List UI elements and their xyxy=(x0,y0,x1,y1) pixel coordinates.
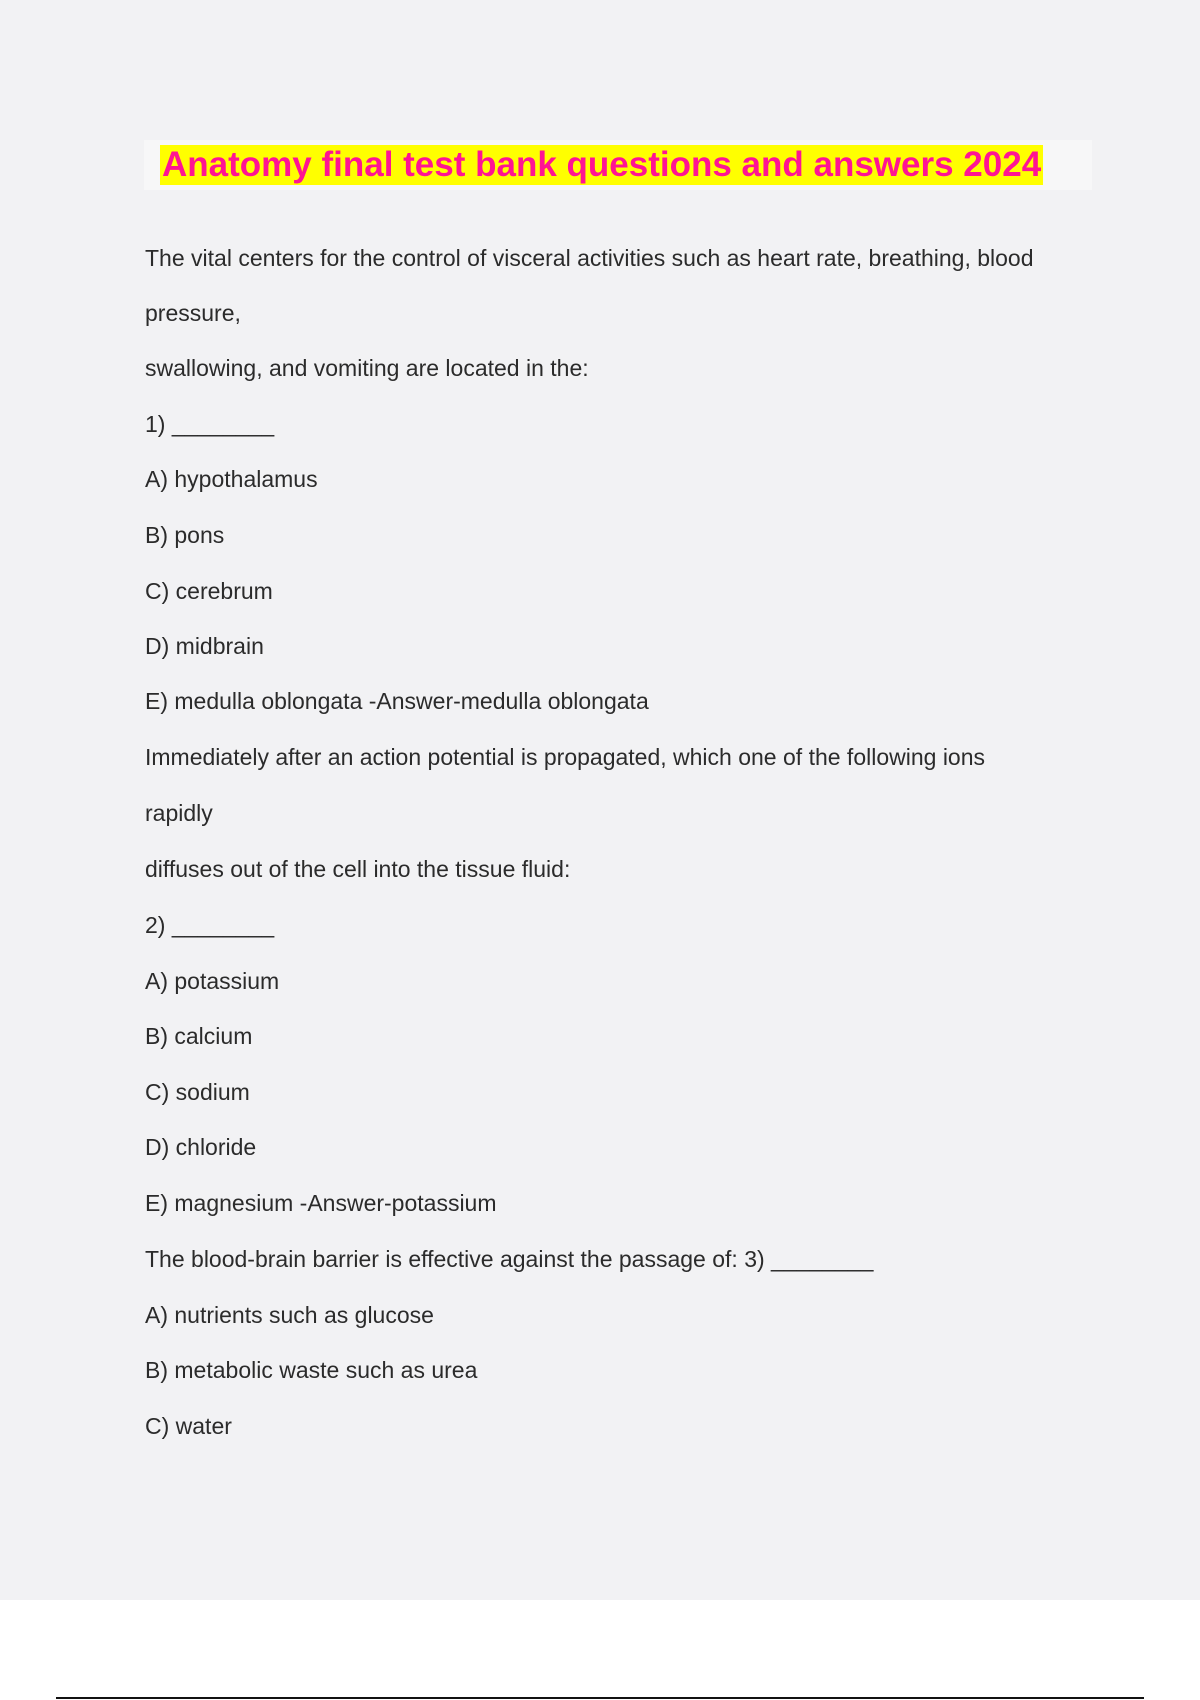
question-1-option-d: D) midbrain xyxy=(145,633,264,659)
question-1-option-e-answer: E) medulla oblongata -Answer-medulla oblongata xyxy=(145,688,649,714)
question-1-text-line-1: The vital centers for the control of visceral activities such as heart rate, breathing, blood xyxy=(145,245,1034,271)
question-1-number: 1) ________ xyxy=(145,411,275,437)
question-1-text-line-2: pressure, xyxy=(145,300,241,326)
title-block xyxy=(144,140,1092,190)
question-2-number: 2) ________ xyxy=(145,912,275,938)
question-2-option-d: D) chloride xyxy=(145,1134,257,1160)
question-1-option-b: B) pons xyxy=(145,522,225,548)
question-3-option-b: B) metabolic waste such as urea xyxy=(145,1357,478,1383)
question-2-text-line-3: diffuses out of the cell into the tissue fluid: xyxy=(145,856,571,882)
question-1-option-c: C) cerebrum xyxy=(145,578,273,604)
question-2-option-c: C) sodium xyxy=(145,1079,250,1105)
question-3-option-a: A) nutrients such as glucose xyxy=(145,1302,434,1328)
question-2-text-line-1: Immediately after an action potential is propagated, which one of the following ions xyxy=(145,744,986,770)
footer-divider xyxy=(56,1697,1144,1699)
question-3-text: The blood-brain barrier is effective against the passage of: 3) ________ xyxy=(145,1246,874,1272)
question-2-text-line-2: rapidly xyxy=(145,800,213,826)
question-1-option-a: A) hypothalamus xyxy=(145,466,318,492)
question-3-option-c: C) water xyxy=(145,1413,232,1439)
question-2-option-a: A) potassium xyxy=(145,968,280,994)
question-2-option-e-answer: E) magnesium -Answer-potassium xyxy=(145,1190,497,1216)
question-1-text-line-3: swallowing, and vomiting are located in the: xyxy=(145,355,589,381)
document-title: Anatomy final test bank questions and answers 2024 xyxy=(162,145,1042,184)
question-2-option-b: B) calcium xyxy=(145,1023,253,1049)
